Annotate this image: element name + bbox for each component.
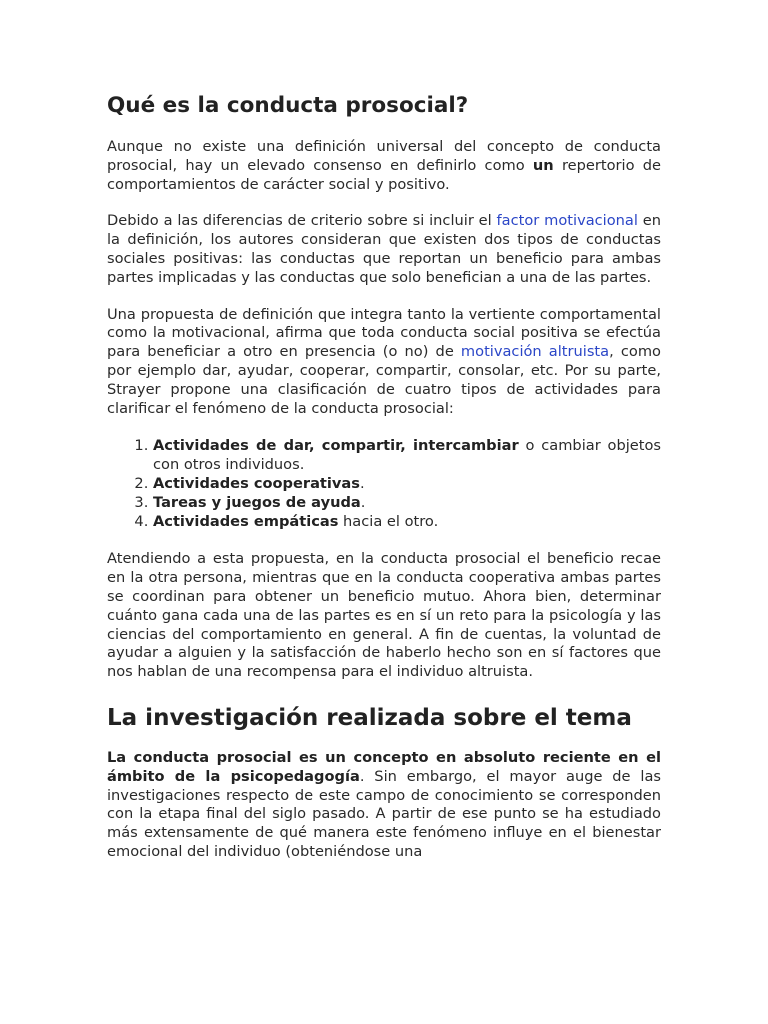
list-item-text: .: [359, 474, 365, 492]
section-heading: La investigación realizada sobre el tema: [107, 704, 632, 731]
proposal-text-b: , como por ejemplo dar, ayudar, cooperar, compartir, consolar, etc. Por su parte, Strayer propone una clasificación de cuatro tipos de actividades para clarificar el fenómeno de la conducta prosocial:: [107, 343, 661, 417]
intro-bold: un: [532, 156, 554, 174]
research-paragraph: [107, 749, 661, 862]
intro-text-a: Aunque no existe una definición universal del concepto de conducta prosocial, hay un elevado consenso en definirlo como: [107, 138, 661, 174]
benefit-paragraph: Atendiendo a esta propuesta, en la conducta prosocial el beneficio recae en la otra persona, mientras que en la conducta cooperativa ambas partes se coordinan para obtener un beneficio mutuo. Ahora bien, determinar cuánto gana cada una de las partes es en sí un reto para la psicología y las ciencias del comportamiento en general. A fin de cuentas, la voluntad de ayudar a alguien y la satisfacción de haberlo hecho son en sí factores que nos hablan de una recompensa para el individuo altruista.: [107, 550, 661, 681]
list-item: [153, 513, 661, 532]
definition-paragraph: [107, 212, 661, 287]
list-item-bold: Actividades cooperativas: [153, 474, 360, 492]
proposal-text-a: Una propuesta de definición que integra tanto la vertiente comportamental como la motivacional, afirma que toda conducta social positiva se efectúa para beneficiar a otro en presencia (o no) de: [107, 305, 661, 361]
intro-text-c: repertorio de comportamientos de carácter social y positivo.: [107, 156, 661, 193]
list-item-bold: Actividades empáticas: [153, 512, 339, 530]
list-item-bold: Tareas y juegos de ayuda: [153, 493, 361, 511]
list-item-bold: Actividades de dar, compartir, intercambiar: [153, 437, 519, 455]
factor-motivacional-link[interactable]: factor motivacional: [496, 212, 638, 230]
motivacion-altruista-link[interactable]: motivación altruista: [460, 343, 610, 361]
definition-text-b: en la definición, los autores consideran que existen dos tipos de conductas sociales positivas: las conductas que reportan un beneficio para ambas partes implicadas y las conductas que solo benefician a una de las partes.: [107, 212, 661, 286]
proposal-paragraph: [107, 306, 661, 419]
list-item-text: o cambiar objetos con otros individuos.: [153, 437, 661, 474]
list-item: [153, 475, 661, 494]
page-title: Qué es la conducta prosocial?: [107, 93, 469, 118]
list-item-text: .: [360, 493, 366, 511]
list-item: [153, 494, 661, 513]
article-body: [107, 91, 661, 862]
research-text: . Sin embargo, el mayor auge de las investigaciones respecto de este campo de conocimiento se corresponden con la etapa final del siglo pasado. A partir de ese punto se ha estudiado más extensamente de qué manera este fenómeno influye en el bienestar emocional del individuo (obteniéndose una: [107, 767, 661, 860]
list-item: [153, 437, 661, 475]
activities-list: [107, 437, 661, 531]
research-bold: La conducta prosocial es un concepto en absoluto reciente en el ámbito de la psicopedagogía: [107, 748, 661, 785]
intro-paragraph: [107, 138, 661, 194]
list-item-text: hacia el otro.: [338, 512, 439, 530]
definition-text-a: Debido a las diferencias de criterio sobre si incluir el: [107, 212, 497, 230]
